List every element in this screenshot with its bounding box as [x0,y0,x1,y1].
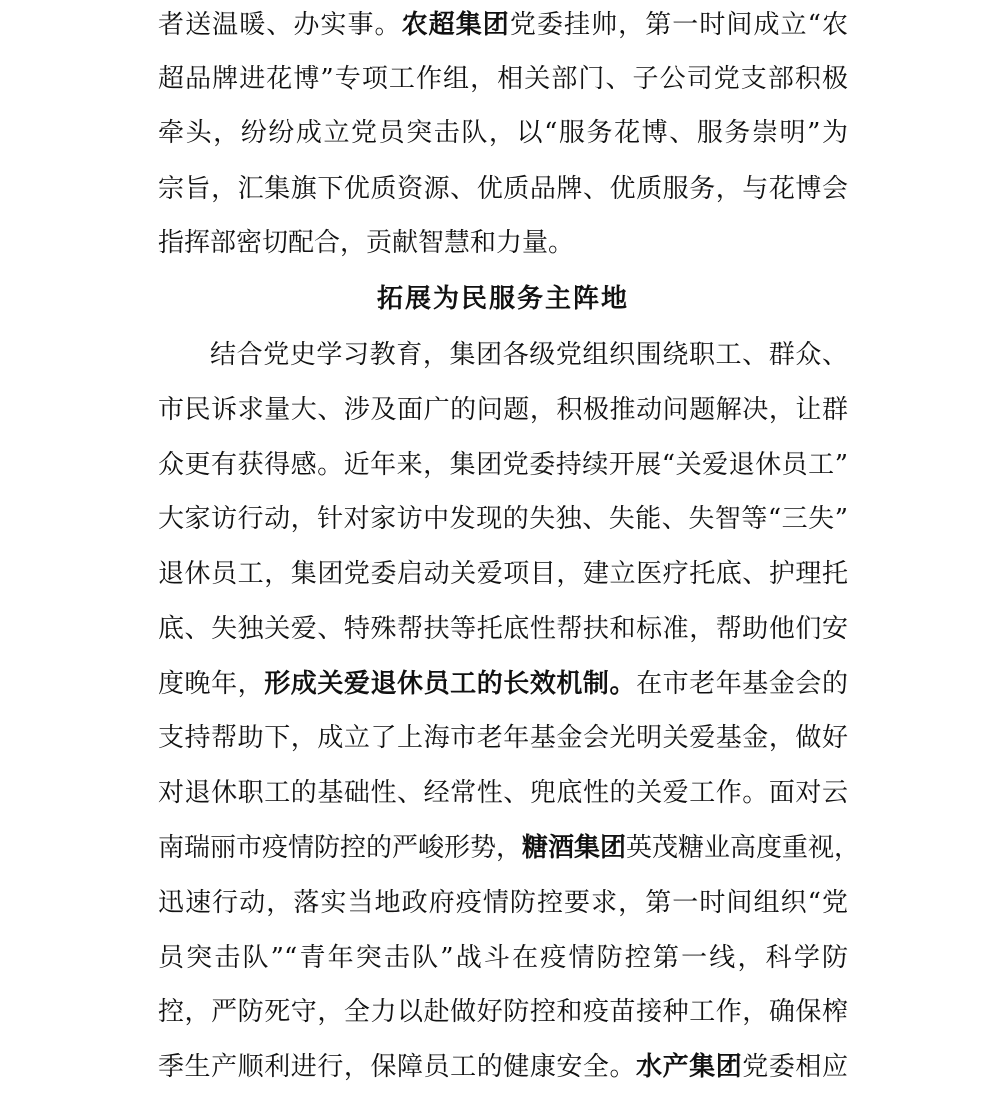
text-run: 者送温暖、办实事。 [158,10,402,40]
paragraph-line [158,665,848,703]
paragraph-line: 控，严防死守，全力以赴做好防控和疫苗接种工作，确保榨 [158,997,848,1027]
paragraph-line: 牵头，纷纷成立党员突击队，以“服务花博、服务崇明”为 [158,118,848,148]
paragraph-line: 对退休职工的基础性、经常性、兜底性的关爱工作。面对云 [158,778,848,808]
bold-org-name: 农超集团 [401,10,510,40]
paragraph-line [158,829,861,867]
paragraph-line: 市民诉求量大、涉及面广的问题，积极推动问题解决，让群 [158,395,848,425]
paragraph-line: 大家访行动，针对家访中发现的失独、失能、失智等“三失” [158,504,848,534]
paragraph-line: 迅速行动，落实当地政府疫情防控要求，第一时间组织“党 [158,888,848,918]
text-run: 度晚年， [158,669,265,699]
bold-emphasis: 形成关爱退休员工的长效机制。 [264,669,637,699]
paragraph-line [158,1048,848,1086]
text-run: 南瑞丽市疫情防控的严峻形势， [158,833,523,863]
document-page [158,0,861,1106]
text-run: 党委挂帅，第一时间成立“农 [509,10,848,40]
text-run: 在市老年基金会的 [636,669,848,699]
paragraph-line: 众更有获得感。近年来，集团党委持续开展“关爱退休员工” [158,450,848,480]
paragraph-line [158,6,848,44]
text-run: 党委相应 [742,1052,848,1082]
text-run: 季生产顺利进行，保障员工的健康安全。 [158,1052,637,1082]
paragraph-line: 结合党史学习教育，集团各级党组织围绕职工、群众、 [210,340,848,370]
paragraph-line: 支持帮助下，成立了上海市老年基金会光明关爱基金，做好 [158,723,848,753]
paragraph-line: 宗旨，汇集旗下优质资源、优质品牌、优质服务，与花博会 [158,174,848,204]
text-run: 英茂糖业高度重视， [626,833,861,863]
bold-org-name: 糖酒集团 [522,833,627,863]
paragraph-line: 指挥部密切配合，贡献智慧和力量。 [158,228,575,258]
bold-org-name: 水产集团 [636,1052,743,1082]
section-heading: 拓展为民服务主阵地 [376,284,629,314]
paragraph-line: 超品牌进花博”专项工作组，相关部门、子公司党支部积极 [158,64,848,94]
paragraph-line: 退休员工，集团党委启动关爱项目，建立医疗托底、护理托 [158,559,848,589]
paragraph-line: 底、失独关爱、特殊帮扶等托底性帮扶和标准，帮助他们安 [158,614,848,644]
paragraph-line: 员突击队”“青年突击队”战斗在疫情防控第一线，科学防 [158,943,848,973]
